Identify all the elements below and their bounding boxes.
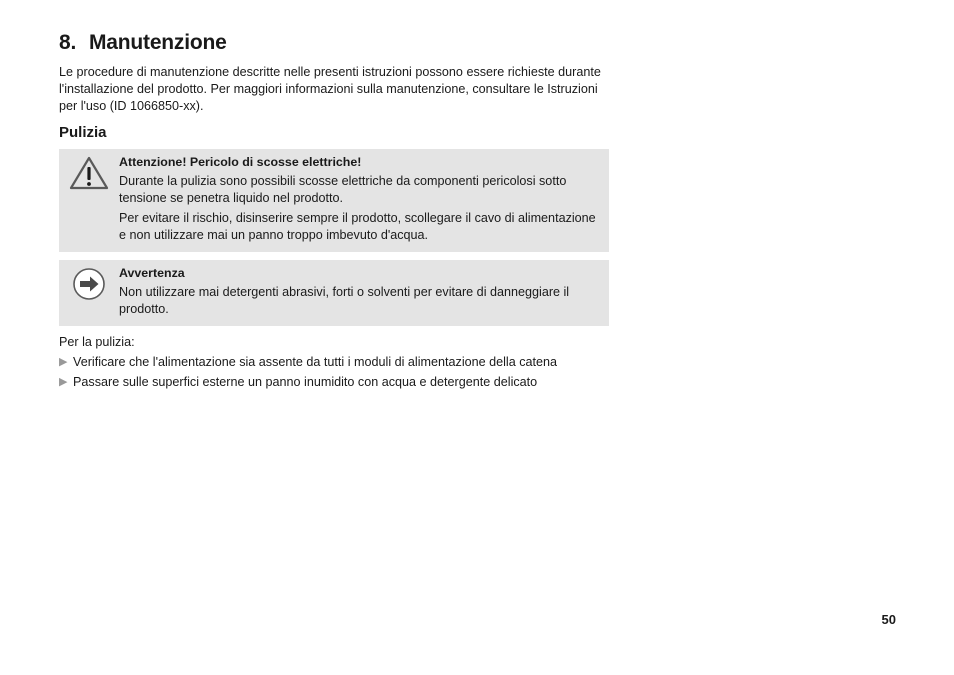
procedure-intro: Per la pulizia: (59, 335, 135, 349)
warning-paragraph: Durante la pulizia sono possibili scosse elettriche da componenti pericolosi sotto tensione se penetra liquido nel prodotto. (119, 174, 567, 205)
section-title: Pulizia (59, 124, 107, 141)
warning-heading: Attenzione! Pericolo di scosse elettriche! (119, 155, 362, 169)
warning-icon-column (59, 154, 119, 247)
bullet-arrow-icon: ▶ (59, 356, 68, 368)
arrow-circle-icon (72, 267, 106, 306)
note-text (119, 265, 599, 321)
procedure-step (59, 374, 609, 391)
warning-text (119, 154, 599, 247)
page-number: 50 (881, 612, 896, 627)
procedure-step-text: Passare sulle superfici esterne un panno inumidito con acqua e detergente delicato (73, 375, 538, 389)
procedure-step (59, 354, 609, 371)
intro-paragraph: Le procedure di manutenzione descritte nelle presenti istruzioni possono essere richieste durante l'installazione del prodotto. Per maggiori informazioni sulla manutenzione, consultare le Istruzioni per l'uso (ID 1066850-xx). (59, 65, 601, 113)
note-icon-column (59, 265, 119, 321)
warning-paragraph: Per evitare il rischio, disinserire sempre il prodotto, scollegare il cavo di alimentazione e non utilizzare mai un panno troppo imbevuto d'acqua. (119, 211, 596, 242)
warning-box (59, 149, 609, 252)
note-heading: Avvertenza (119, 266, 185, 280)
chapter-number: 8. (59, 31, 77, 54)
chapter-title-text: Manutenzione (89, 31, 227, 54)
note-box (59, 260, 609, 326)
chapter-title (59, 30, 609, 56)
page-content (59, 30, 609, 394)
note-paragraph: Non utilizzare mai detergenti abrasivi, forti o solventi per evitare di danneggiare il prodotto. (119, 285, 570, 316)
bullet-arrow-icon: ▶ (59, 376, 68, 388)
procedure-step-text: Verificare che l'alimentazione sia assente da tutti i moduli di alimentazione della catena (73, 355, 558, 369)
warning-triangle-icon (69, 156, 109, 195)
